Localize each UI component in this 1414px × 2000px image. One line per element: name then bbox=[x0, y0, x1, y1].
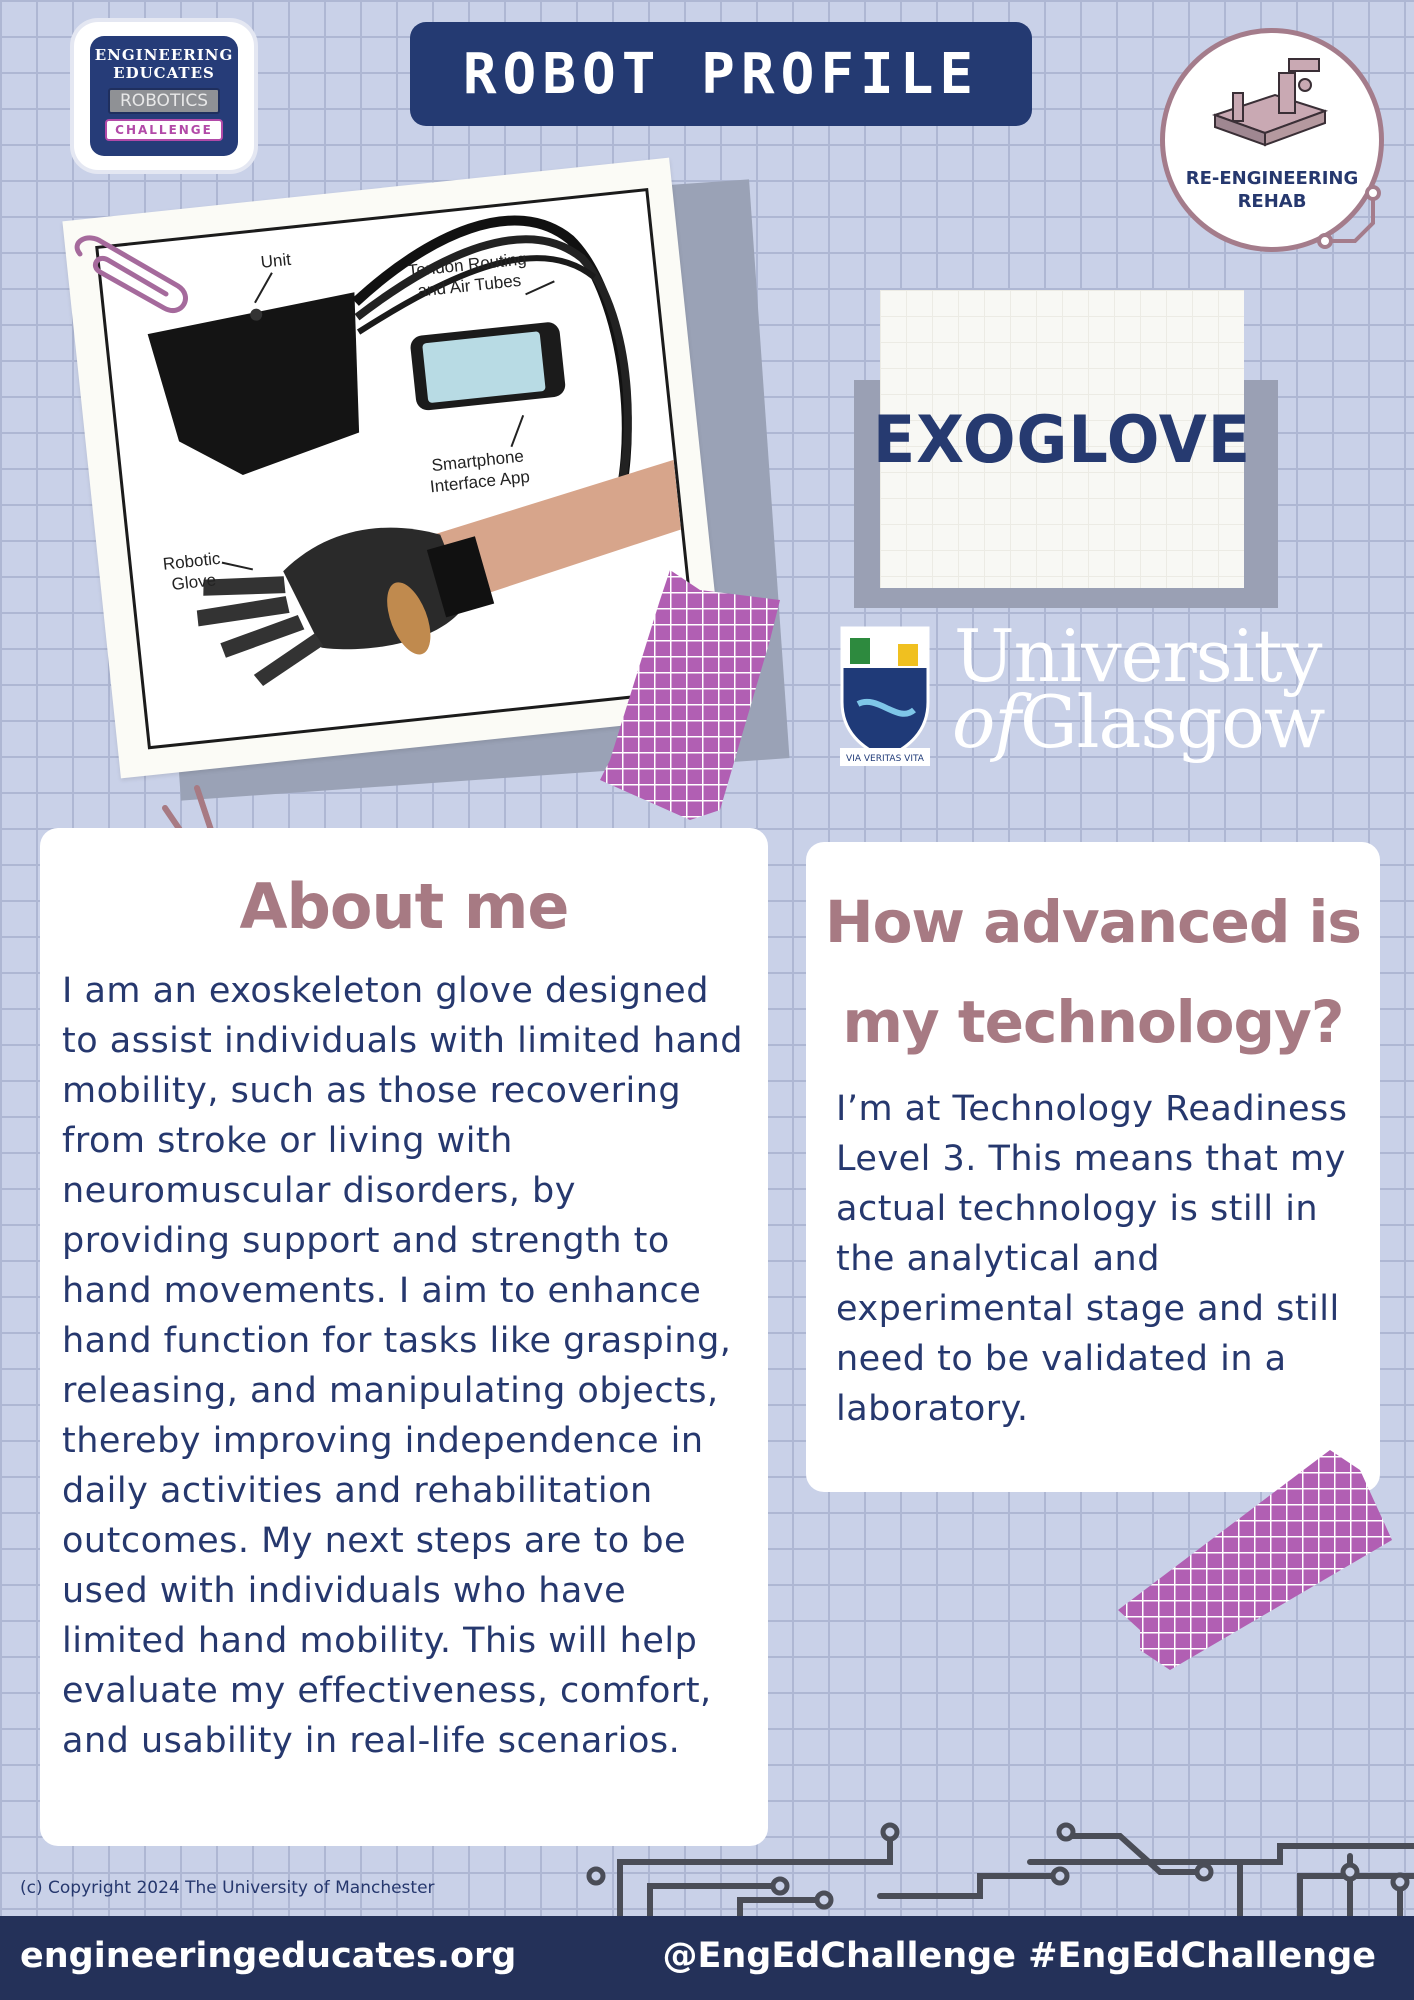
rehab-badge-line2: REHAB bbox=[1237, 191, 1307, 212]
washi-tape-bottom bbox=[1110, 1440, 1400, 1680]
rehab-badge-line1: RE-ENGINEERING bbox=[1185, 168, 1359, 189]
technology-body: I’m at Technology Readiness Level 3. This means that my actual technology is still in the analytical and experimental stage and still need to be validated in a laboratory. bbox=[836, 1089, 1348, 1429]
technology-card bbox=[806, 842, 1380, 1492]
about-body: I am an exoskeleton glove designed to assist individuals with limited hand mobility, such as those recovering from stroke or living with neuromuscular disorders, by providing support and strength to hand movements. I aim to enhance hand function for tasks like grasping, releasing, and manipulating objects, thereby improving independence in daily activities and rehabilitation outcomes. My next steps are to be used with individuals who have limited hand mobility. This will help evaluate my effectiveness, comfort, and usability in real-life scenarios. bbox=[62, 971, 743, 1761]
about-heading: About me bbox=[239, 870, 569, 943]
name-card bbox=[872, 290, 1252, 588]
university-name-line2 bbox=[952, 682, 1324, 762]
logo-text-challenge: CHALLENGE bbox=[105, 119, 223, 141]
photo-label-smartphone: Smartphone Interface App bbox=[429, 446, 531, 497]
photo-label-tendon: Tendon Routing and Air Tubes bbox=[406, 249, 528, 301]
engineering-educates-logo bbox=[74, 22, 254, 170]
circuit-node-icon bbox=[1315, 183, 1385, 253]
rehab-machine-icon bbox=[1205, 53, 1345, 163]
logo-text-engineering: ENGINEERING bbox=[94, 46, 234, 64]
circuit-decoration bbox=[580, 1816, 1414, 1916]
copyright-notice: (c) Copyright 2024 The University of Manchester bbox=[20, 1878, 435, 1898]
footer-website[interactable]: engineeringeducates.org bbox=[20, 1936, 517, 1976]
university-name-glasgow: Glasgow bbox=[1020, 680, 1325, 764]
page-title: ROBOT PROFILE bbox=[410, 22, 1032, 126]
university-name-of: of bbox=[952, 680, 1020, 764]
university-name-line1: University bbox=[954, 614, 1322, 698]
paperclip-icon bbox=[70, 234, 190, 324]
university-crest-icon bbox=[838, 624, 932, 768]
university-of-glasgow-logo bbox=[838, 614, 1325, 772]
footer-social[interactable]: @EngEdChallenge #EngEdChallenge bbox=[662, 1936, 1376, 1976]
footer-bar bbox=[0, 1916, 1414, 2000]
photo-label-unit: Unit bbox=[259, 249, 292, 272]
university-motto: VIA VERITAS VITA bbox=[846, 754, 924, 764]
photo-label-glove: Robotic Glove bbox=[161, 548, 222, 594]
about-card bbox=[40, 828, 768, 1846]
rehab-badge bbox=[1160, 28, 1384, 252]
logo-text-educates: EDUCATES bbox=[113, 64, 215, 82]
washi-tape-top bbox=[590, 560, 790, 830]
robot-name: EXOGLOVE bbox=[872, 400, 1252, 478]
logo-text-robotics: ROBOTICS bbox=[108, 88, 220, 114]
technology-heading: How advanced is my technology? bbox=[825, 888, 1361, 1056]
